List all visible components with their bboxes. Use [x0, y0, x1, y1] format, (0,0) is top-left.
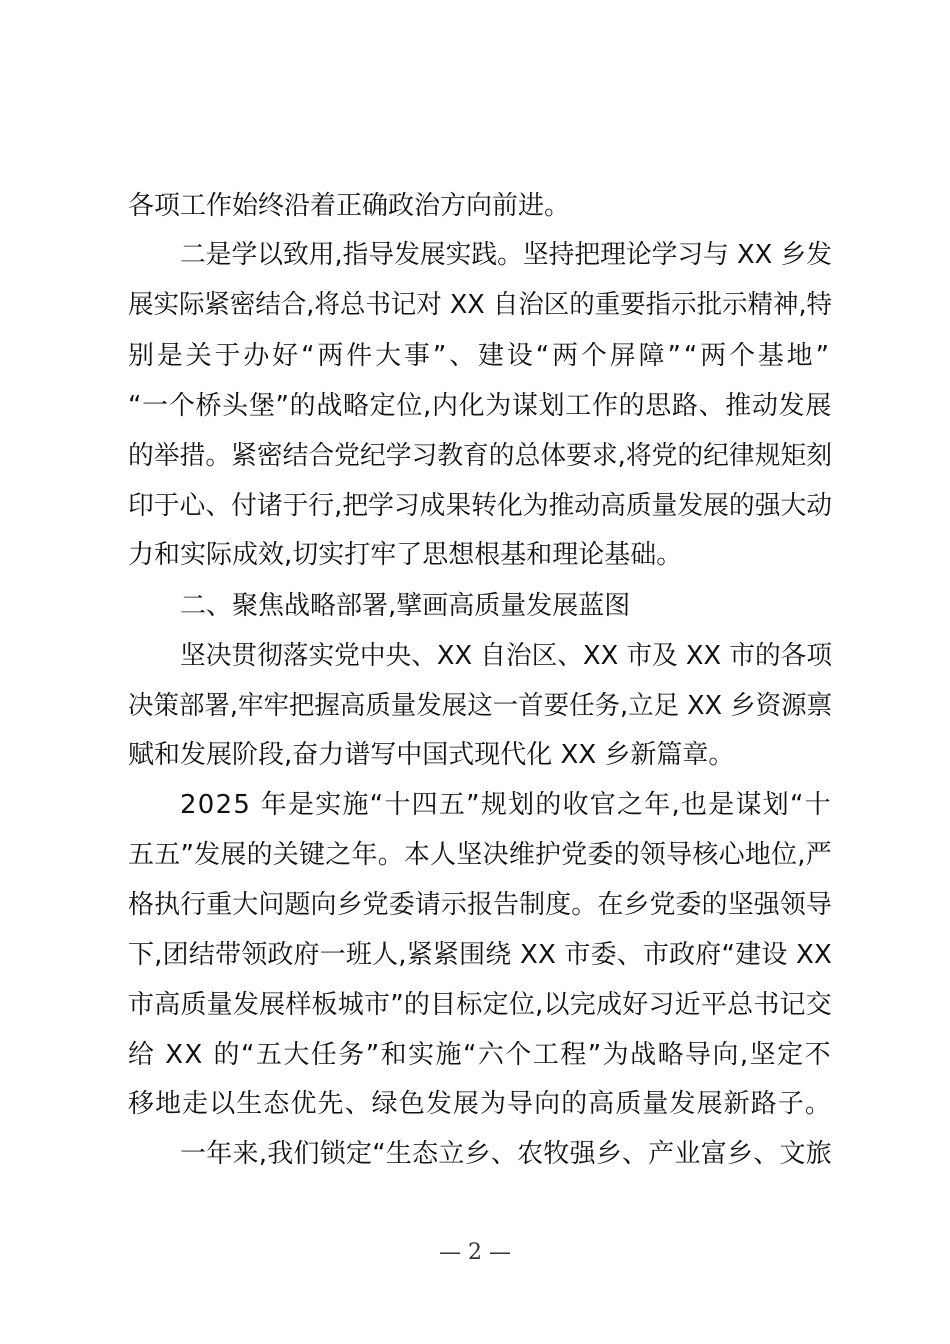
line-text: 各项工作始终沿着正确政治方向前进。	[128, 191, 571, 221]
line-text: 五五”发展的关键之年。本人坚决维护党委的领导核心地位,严	[128, 840, 832, 870]
line-text: 格执行重大问题向乡党委请示报告制度。在乡党委的坚强领导	[128, 890, 832, 920]
line-text: 给 XX 的“五大任务”和实施“六个工程”为战略导向,坚定不	[128, 1040, 833, 1070]
line-text: 展实际紧密结合,将总书记对 XX 自治区的重要指示批示精神,特	[128, 290, 833, 320]
text-line	[0, 478, 950, 534]
line-text: 别是关于办好“两件大事”、建设“两个屏障”“两个基地”	[128, 341, 832, 371]
line-text: 印于心、付诸于行,把学习成果转化为推动高质量发展的强大动	[128, 491, 833, 521]
line-text: 移地走以生态优先、绿色发展为导向的高质量发展新路子。	[128, 1089, 832, 1119]
text-line	[0, 178, 950, 234]
text-line	[0, 877, 950, 933]
line-text: 市高质量发展样板城市”的目标定位,以完成好习近平总书记交	[128, 990, 832, 1020]
line-text: 坚决贯彻落实党中央、XX 自治区、XX 市及 XX 市的各项	[180, 641, 833, 671]
text-line	[0, 1126, 950, 1182]
text-line	[0, 678, 950, 734]
line-text: 的举措。紧密结合党纪学习教育的总体要求,将党的纪律规矩刻	[128, 441, 833, 471]
line-text: “一个桥头堡”的战略定位,内化为谋划工作的思路、推动发展	[128, 391, 832, 421]
page-number: — 2 —	[439, 1240, 511, 1265]
section-heading	[0, 578, 950, 634]
text-line	[0, 378, 950, 434]
heading-text: 二、聚焦战略部署,擘画高质量发展蓝图	[180, 591, 631, 621]
line-text: 决策部署,牢牢把握高质量发展这一首要任务,立足 XX 乡资源禀	[128, 691, 833, 721]
text-line	[0, 977, 950, 1033]
text-line	[0, 927, 950, 983]
text-line	[0, 827, 950, 883]
text-line	[0, 227, 950, 283]
text-line	[0, 1027, 950, 1083]
text-line	[0, 277, 950, 333]
text-line	[0, 1076, 950, 1132]
line-text: 赋和发展阶段,奋力谱写中国式现代化 XX 乡新篇章。	[128, 740, 735, 770]
line-text: 2025 年是实施“十四五”规划的收官之年,也是谋划“十	[180, 790, 832, 820]
line-text: 力和实际成效,切实打牢了思想根基和理论基础。	[128, 540, 683, 570]
line-text: 一年来,我们锁定“生态立乡、农牧强乡、产业富乡、文旅	[180, 1139, 832, 1169]
text-line	[0, 628, 950, 684]
text-line	[0, 727, 950, 783]
line-text: 下,团结带领政府一班人,紧紧围绕 XX 市委、市政府“建设 XX	[128, 940, 832, 970]
line-text: 二是学以致用,指导发展实践。坚持把理论学习与 XX 乡发	[180, 240, 832, 270]
text-line	[0, 328, 950, 384]
text-line	[0, 527, 950, 583]
text-line	[0, 777, 950, 833]
text-line	[0, 428, 950, 484]
